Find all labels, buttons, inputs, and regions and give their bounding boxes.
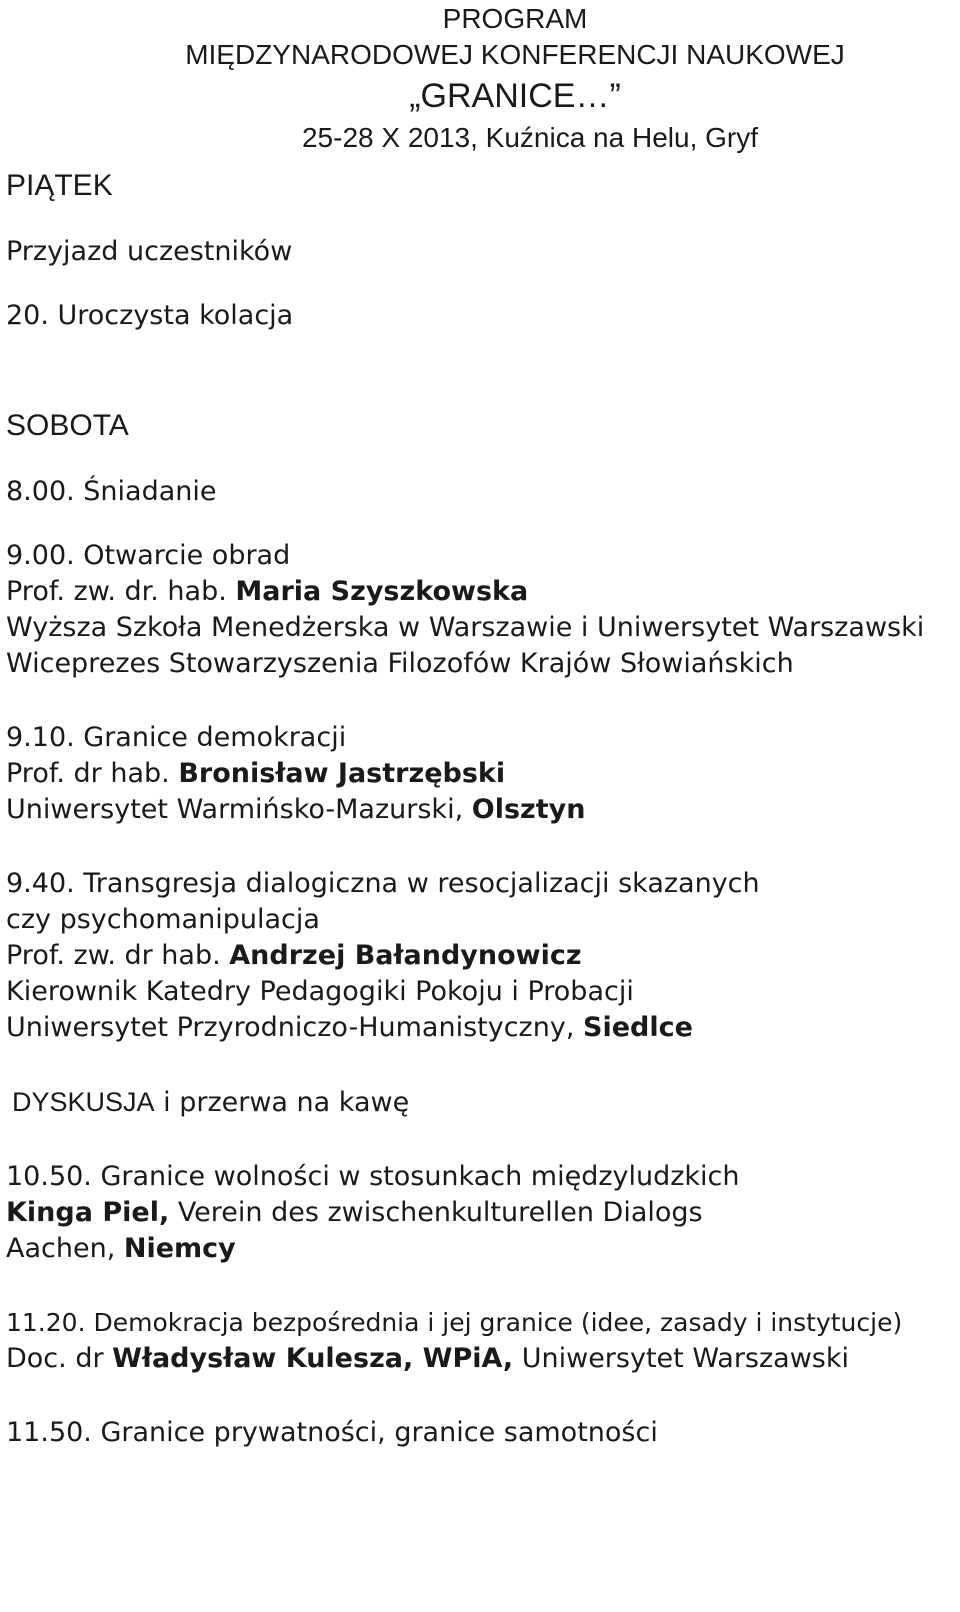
speaker-city: Siedlce <box>583 1012 693 1043</box>
speaker-role: Kierownik Katedry Pedagogiki Pokoju i Probacji <box>6 976 634 1007</box>
session-time-title: 10.50. Granice wolności w stosunkach międzyludzkich <box>6 1161 740 1192</box>
session-opening <box>6 538 960 682</box>
day-saturday: SOBOTA <box>6 409 129 442</box>
speaker-country: Niemcy <box>123 1233 236 1264</box>
day-friday: PIĄTEK <box>6 169 113 202</box>
program-heading: PROGRAM <box>442 3 588 34</box>
speaker-affiliation: Uniwersytet Warszawski <box>521 1343 850 1374</box>
discussion-break <box>6 1084 960 1121</box>
session-time-title: 11.50. Granice prywatności, granice samotności <box>6 1417 658 1448</box>
session-granice-demokracji <box>6 720 960 828</box>
conference-title: „GRANICE…” <box>409 77 621 115</box>
session-demokracja-bezposrednia <box>6 1305 960 1377</box>
speaker-title: Doc. dr <box>6 1343 104 1374</box>
conference-date-place: 25-28 X 2013, Kuźnica na Helu, Gryf <box>301 122 759 153</box>
session-granice-wolnosci <box>6 1159 960 1267</box>
discussion-rest: i przerwa na kawę <box>163 1087 410 1118</box>
speaker-role: Wiceprezes Stowarzyszenia Filozofów Krajów Słowiańskich <box>6 648 794 679</box>
speaker-affiliation: Verein des zwischenkulturellen Dialogs <box>177 1197 703 1228</box>
speaker-name: Andrzej Bałandynowicz <box>229 940 582 971</box>
session-time-title: 11.20. Demokracja bezpośrednia i jej granice (idee, zasady i instytucje) <box>6 1308 903 1337</box>
speaker-name: Bronisław Jastrzębski <box>178 758 506 789</box>
speaker-city: Olsztyn <box>471 794 586 825</box>
speaker-affiliation: Uniwersytet Przyrodniczo-Humanistyczny, <box>6 1012 575 1043</box>
speaker-title: Prof. dr hab. <box>6 758 170 789</box>
speaker-name: Maria Szyszkowska <box>235 576 529 607</box>
session-time-title: 9.40. Transgresja dialogiczna w resocjalizacji skazanych <box>6 868 760 899</box>
session-time-title: 9.00. Otwarcie obrad <box>6 540 291 571</box>
program-header <box>0 0 960 158</box>
speaker-name: Władysław Kulesza, WPiA, <box>112 1343 514 1374</box>
speaker-title: Prof. zw. dr. hab. <box>6 576 227 607</box>
speaker-title: Prof. zw. dr hab. <box>6 940 221 971</box>
session-title-continued: czy psychomanipulacja <box>6 904 320 935</box>
speaker-name: Kinga Piel, <box>6 1197 170 1228</box>
session-granice-prywatnosci <box>6 1415 960 1451</box>
speaker-affiliation: Uniwersytet Warmińsko-Mazurski, <box>6 794 464 825</box>
conference-heading: MIĘDZYNARODOWEJ KONFERENCJI NAUKOWEJ <box>185 39 845 70</box>
speaker-city: Aachen, <box>6 1233 116 1264</box>
session-transgresja <box>6 866 960 1046</box>
program-content <box>0 158 960 1451</box>
arrival-item: Przyjazd uczestników <box>6 236 293 267</box>
session-time-title: 9.10. Granice demokracji <box>6 722 347 753</box>
breakfast-item: 8.00. Śniadanie <box>6 476 217 507</box>
dinner-item: 20. Uroczysta kolacja <box>6 300 294 331</box>
speaker-affiliation: Wyższa Szkoła Menedżerska w Warszawie i Uniwersytet Warszawski <box>6 612 925 643</box>
discussion-label: DYSKUSJA <box>12 1087 155 1117</box>
